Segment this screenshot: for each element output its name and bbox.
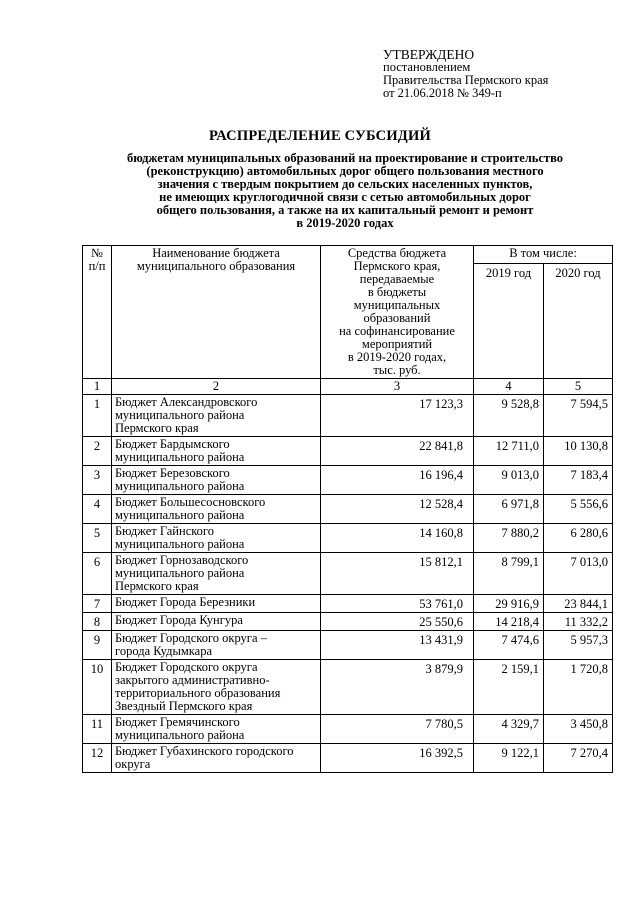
budget-name-line: Звездный Пермского края — [115, 699, 253, 713]
row-total: 16 196,4 — [321, 466, 474, 495]
header-name — [112, 246, 321, 379]
row-2020: 11 332,2 — [544, 613, 613, 631]
subtitle-line: значения с твердым покрытием до сельских населенных пунктов, — [157, 177, 533, 191]
row-2020: 5 556,6 — [544, 495, 613, 524]
header-funds-line: муниципальных — [353, 298, 441, 312]
budget-name-line: муниципального района — [115, 450, 245, 464]
row-number: 9 — [83, 631, 112, 660]
budget-name-line: Пермского края — [115, 579, 199, 593]
table-row — [83, 613, 613, 631]
header-funds-line: Средства бюджета — [347, 246, 447, 260]
row-total: 17 123,3 — [321, 395, 474, 437]
header-funds-line: в бюджеты — [367, 285, 427, 299]
header-funds-line: тыс. руб. — [373, 363, 421, 377]
budget-name-line: Бюджет Городского округа – — [115, 631, 267, 645]
column-number: 5 — [544, 379, 613, 395]
table-row — [83, 437, 613, 466]
document-subtitle — [70, 152, 620, 230]
approval-stamp — [383, 48, 548, 100]
header-number-line: п/п — [88, 259, 106, 273]
subtitle-line: в 2019-2020 годах — [296, 216, 394, 230]
header-funds-line: Пермского края, — [353, 259, 441, 273]
row-2019: 9 122,1 — [474, 744, 544, 773]
row-number: 3 — [83, 466, 112, 495]
row-2019: 12 711,0 — [474, 437, 544, 466]
column-number: 1 — [83, 379, 112, 395]
row-budget-name — [112, 495, 321, 524]
budget-name-line: закрытого административно- — [115, 673, 270, 687]
table-row — [83, 395, 613, 437]
budget-name-line: Бюджет Бардымского — [115, 437, 230, 451]
row-2019: 9 528,8 — [474, 395, 544, 437]
row-number: 11 — [83, 715, 112, 744]
header-name-line: Наименование бюджета — [152, 246, 280, 260]
header-funds-line: мероприятий — [361, 337, 433, 351]
row-2019: 4 329,7 — [474, 715, 544, 744]
header-number — [83, 246, 112, 379]
header-funds — [321, 246, 474, 379]
budget-name-line: Бюджет Городского округа — [115, 660, 258, 674]
table-row — [83, 715, 613, 744]
row-number: 12 — [83, 744, 112, 773]
approval-heading: УТВЕРЖДЕНО — [383, 47, 475, 62]
row-2019: 9 013,0 — [474, 466, 544, 495]
row-total: 16 392,5 — [321, 744, 474, 773]
row-2020: 7 013,0 — [544, 553, 613, 595]
row-total: 15 812,1 — [321, 553, 474, 595]
approval-line: постановлением — [383, 60, 471, 74]
approval-line: от 21.06.2018 № 349-п — [383, 86, 502, 100]
header-name-line: муниципального образования — [136, 259, 296, 273]
budget-name-line: муниципального района — [115, 508, 245, 522]
header-funds-line: передаваемые — [359, 272, 435, 286]
budget-name-line: муниципального района — [115, 537, 245, 551]
budget-name-line: Бюджет Гремячинского — [115, 715, 240, 729]
budget-name-line: муниципального района — [115, 408, 245, 422]
budget-name-line: Пермского края — [115, 421, 199, 435]
row-total: 22 841,8 — [321, 437, 474, 466]
budget-name-line: муниципального района — [115, 479, 245, 493]
row-budget-name — [112, 553, 321, 595]
budget-name-line: Бюджет Города Березники — [115, 595, 256, 609]
row-budget-name — [112, 631, 321, 660]
row-total: 12 528,4 — [321, 495, 474, 524]
row-number: 1 — [83, 395, 112, 437]
row-budget-name — [112, 524, 321, 553]
budget-name-line: Бюджет Губахинского городского — [115, 744, 294, 758]
row-2020: 5 957,3 — [544, 631, 613, 660]
column-number: 4 — [474, 379, 544, 395]
row-number: 6 — [83, 553, 112, 595]
table-row — [83, 595, 613, 613]
row-2019: 6 971,8 — [474, 495, 544, 524]
header-year-2019: 2019 год — [474, 264, 544, 379]
table-row — [83, 524, 613, 553]
subtitle-line: общего пользования, а также на их капитальный ремонт и ремонт — [156, 203, 534, 217]
row-2020: 1 720,8 — [544, 660, 613, 715]
header-funds-line: образований — [363, 311, 431, 325]
budget-name-line: муниципального района — [115, 566, 245, 580]
budget-name-line: территориального образования — [115, 686, 281, 700]
row-2019: 8 799,1 — [474, 553, 544, 595]
subtitle-line: не имеющих круглогодичной связи с сетью автомобильных дорог — [159, 190, 531, 204]
row-budget-name — [112, 613, 321, 631]
row-number: 5 — [83, 524, 112, 553]
header-number-line: № — [91, 246, 103, 260]
row-2020: 7 594,5 — [544, 395, 613, 437]
row-2020: 7 270,4 — [544, 744, 613, 773]
row-budget-name — [112, 660, 321, 715]
table-row — [83, 495, 613, 524]
row-total: 14 160,8 — [321, 524, 474, 553]
budget-name-line: Бюджет Города Кунгура — [115, 613, 243, 627]
row-2020: 3 450,8 — [544, 715, 613, 744]
row-budget-name — [112, 595, 321, 613]
row-total: 53 761,0 — [321, 595, 474, 613]
subsidy-table — [82, 245, 613, 773]
header-year-2020: 2020 год — [544, 264, 613, 379]
row-2019: 2 159,1 — [474, 660, 544, 715]
column-number: 2 — [112, 379, 321, 395]
row-2019: 29 916,9 — [474, 595, 544, 613]
header-funds-line: в 2019-2020 годах, — [347, 350, 447, 364]
subtitle-line: бюджетам муниципальных образований на проектирование и строительство — [127, 151, 563, 165]
row-2020: 23 844,1 — [544, 595, 613, 613]
row-budget-name — [112, 744, 321, 773]
budget-name-line: Бюджет Александровского — [115, 395, 258, 409]
budget-name-line: города Кудымкара — [115, 644, 212, 658]
row-total: 3 879,9 — [321, 660, 474, 715]
table-row — [83, 660, 613, 715]
header-including: В том числе: — [474, 246, 613, 264]
row-total: 25 550,6 — [321, 613, 474, 631]
budget-name-line: Бюджет Березовского — [115, 466, 230, 480]
budget-name-line: Бюджет Большесосновского — [115, 495, 266, 509]
row-2020: 7 183,4 — [544, 466, 613, 495]
row-number: 2 — [83, 437, 112, 466]
row-number: 10 — [83, 660, 112, 715]
document-title: РАСПРЕДЕЛЕНИЕ СУБСИДИЙ — [209, 128, 431, 144]
row-total: 13 431,9 — [321, 631, 474, 660]
row-2020: 6 280,6 — [544, 524, 613, 553]
approval-line: Правительства Пермского края — [383, 73, 549, 87]
row-number: 4 — [83, 495, 112, 524]
table-row — [83, 553, 613, 595]
row-budget-name — [112, 437, 321, 466]
row-2020: 10 130,8 — [544, 437, 613, 466]
row-2019: 14 218,4 — [474, 613, 544, 631]
table-row — [83, 466, 613, 495]
row-total: 7 780,5 — [321, 715, 474, 744]
row-number: 8 — [83, 613, 112, 631]
row-number: 7 — [83, 595, 112, 613]
column-number: 3 — [321, 379, 474, 395]
column-number-row — [83, 379, 613, 395]
budget-name-line: Бюджет Горнозаводского — [115, 553, 249, 567]
budget-name-line: Бюджет Гайнского — [115, 524, 214, 538]
row-2019: 7 880,2 — [474, 524, 544, 553]
budget-name-line: муниципального района — [115, 728, 245, 742]
row-budget-name — [112, 466, 321, 495]
table-row — [83, 631, 613, 660]
row-2019: 7 474,6 — [474, 631, 544, 660]
budget-name-line: округа — [115, 757, 151, 771]
row-budget-name — [112, 715, 321, 744]
header-funds-line: на софинансирование — [339, 324, 455, 338]
row-budget-name — [112, 395, 321, 437]
table-row — [83, 744, 613, 773]
subtitle-line: (реконструкцию) автомобильных дорог общего пользования местного — [146, 164, 544, 178]
